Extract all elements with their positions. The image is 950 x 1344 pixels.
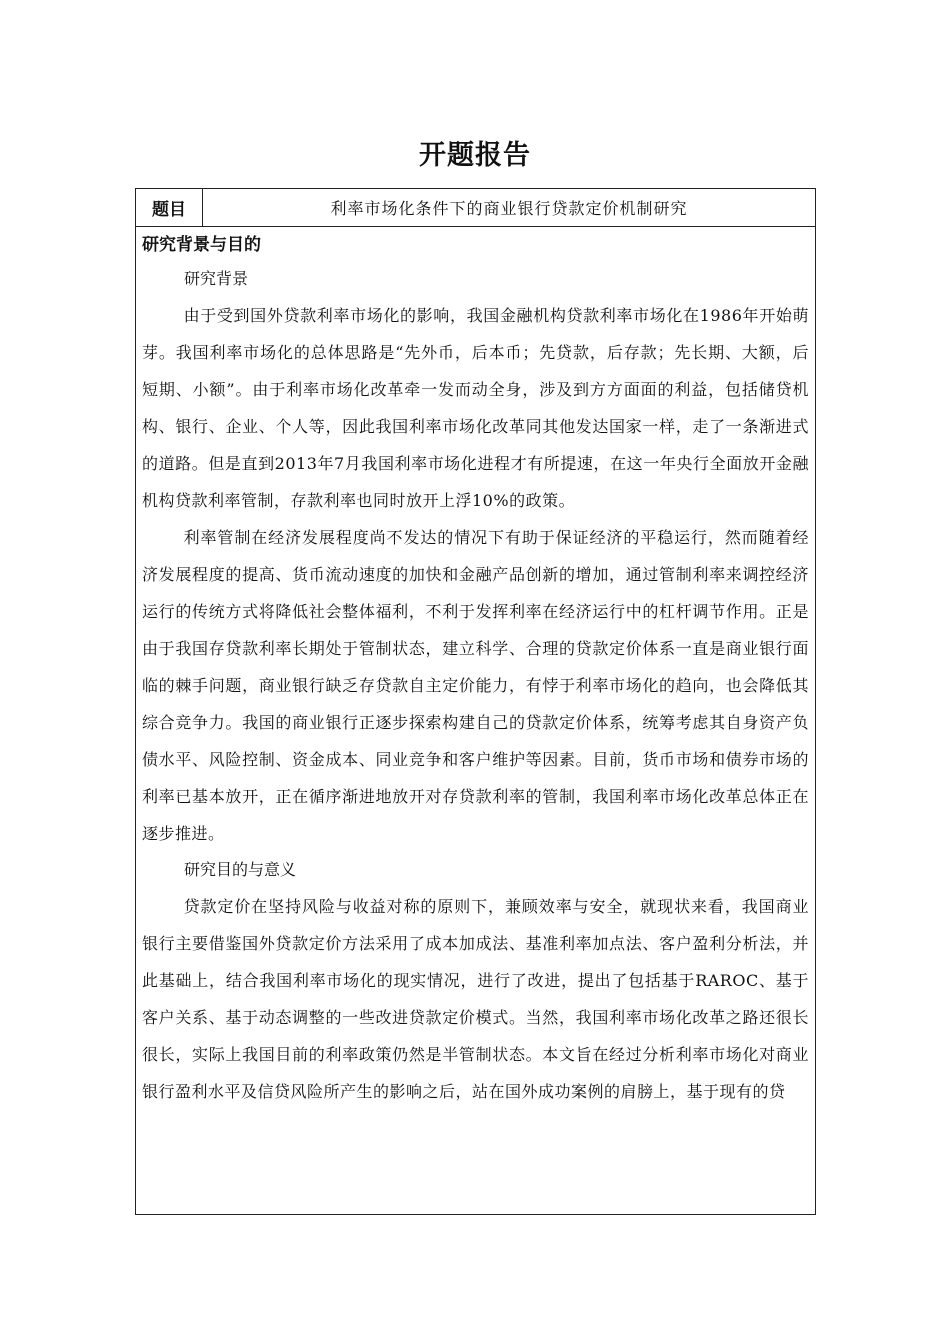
section-heading: 研究背景与目的: [142, 235, 261, 255]
topic-value: 利率市场化条件下的商业银行贷款定价机制研究: [330, 199, 688, 218]
topic-label: 题目: [136, 189, 203, 226]
paragraph: 贷款定价在坚持风险与收益对称的原则下，兼顾效率与安全，就现状来看，我国商业银行主要借鉴国外贷款定价方法采用了成本加成法、基准利率加点法、客户盈利分析法，并此基础上，结合我国利率市场化的现实情况，进行了改进，提出了包括基于RAROC、基于客户关系、基于动态调整的一些改进贷款定价模式。当然，我国利率市场化改革之路还很长很长，实际上我国目前的利率政策仍然是半管制状态。本文旨在经过分析利率市场化对商业银行盈利水平及信贷风险所产生的影响之后，站在国外成功案例的肩膀上，基于现有的贷: [142, 897, 809, 1101]
paragraph: 利率管制在经济发展程度尚不发达的情况下有助于保证经济的平稳运行，然而随着经济发展程度的提高、货币流动速度的加快和金融产品创新的增加，通过管制利率来调控经济运行的传统方式将降低社会整体福利，不利于发挥利率在经济运行中的杠杆调节作用。正是由于我国存贷款利率长期处于管制状态，建立科学、合理的贷款定价体系一直是商业银行面临的棘手问题，商业银行缺乏存贷款自主定价能力，有悖于利率市场化的趋向，也会降低其综合竞争力。我国的商业银行正逐步探索构建自己的贷款定价体系，统筹考虑其自身资产负债水平、风险控制、资金成本、同业竞争和客户维护等因素。目前，货币市场和债券市场的利率已基本放开，正在循序渐进地放开对存贷款利率的管制，我国利率市场化改革总体正在逐步推进。: [142, 528, 809, 843]
content-cell: [136, 227, 815, 1214]
topic-row: [136, 189, 815, 227]
sub-heading-purpose: 研究目的与意义: [184, 860, 297, 879]
paragraph: 由于受到国外贷款利率市场化的影响，我国金融机构贷款利率市场化在1986年开始萌芽。我国利率市场化的总体思路是“先外币，后本币；先贷款，后存款；先长期、大额，后短期、小额”。由于利率市场化改革牵一发而动全身，涉及到方方面面的利益，包括储贷机构、银行、企业、个人等，因此我国利率市场化改革同其他发达国家一样，走了一条渐进式的道路。但是直到2013年7月我国利率市场化进程才有所提速，在这一年央行全面放开金融机构贷款利率管制，存款利率也同时放开上浮10%的政策。: [142, 306, 809, 510]
report-table: [135, 188, 816, 1215]
sub-heading-background: 研究背景: [184, 269, 249, 288]
document-title: 开题报告: [419, 140, 531, 171]
